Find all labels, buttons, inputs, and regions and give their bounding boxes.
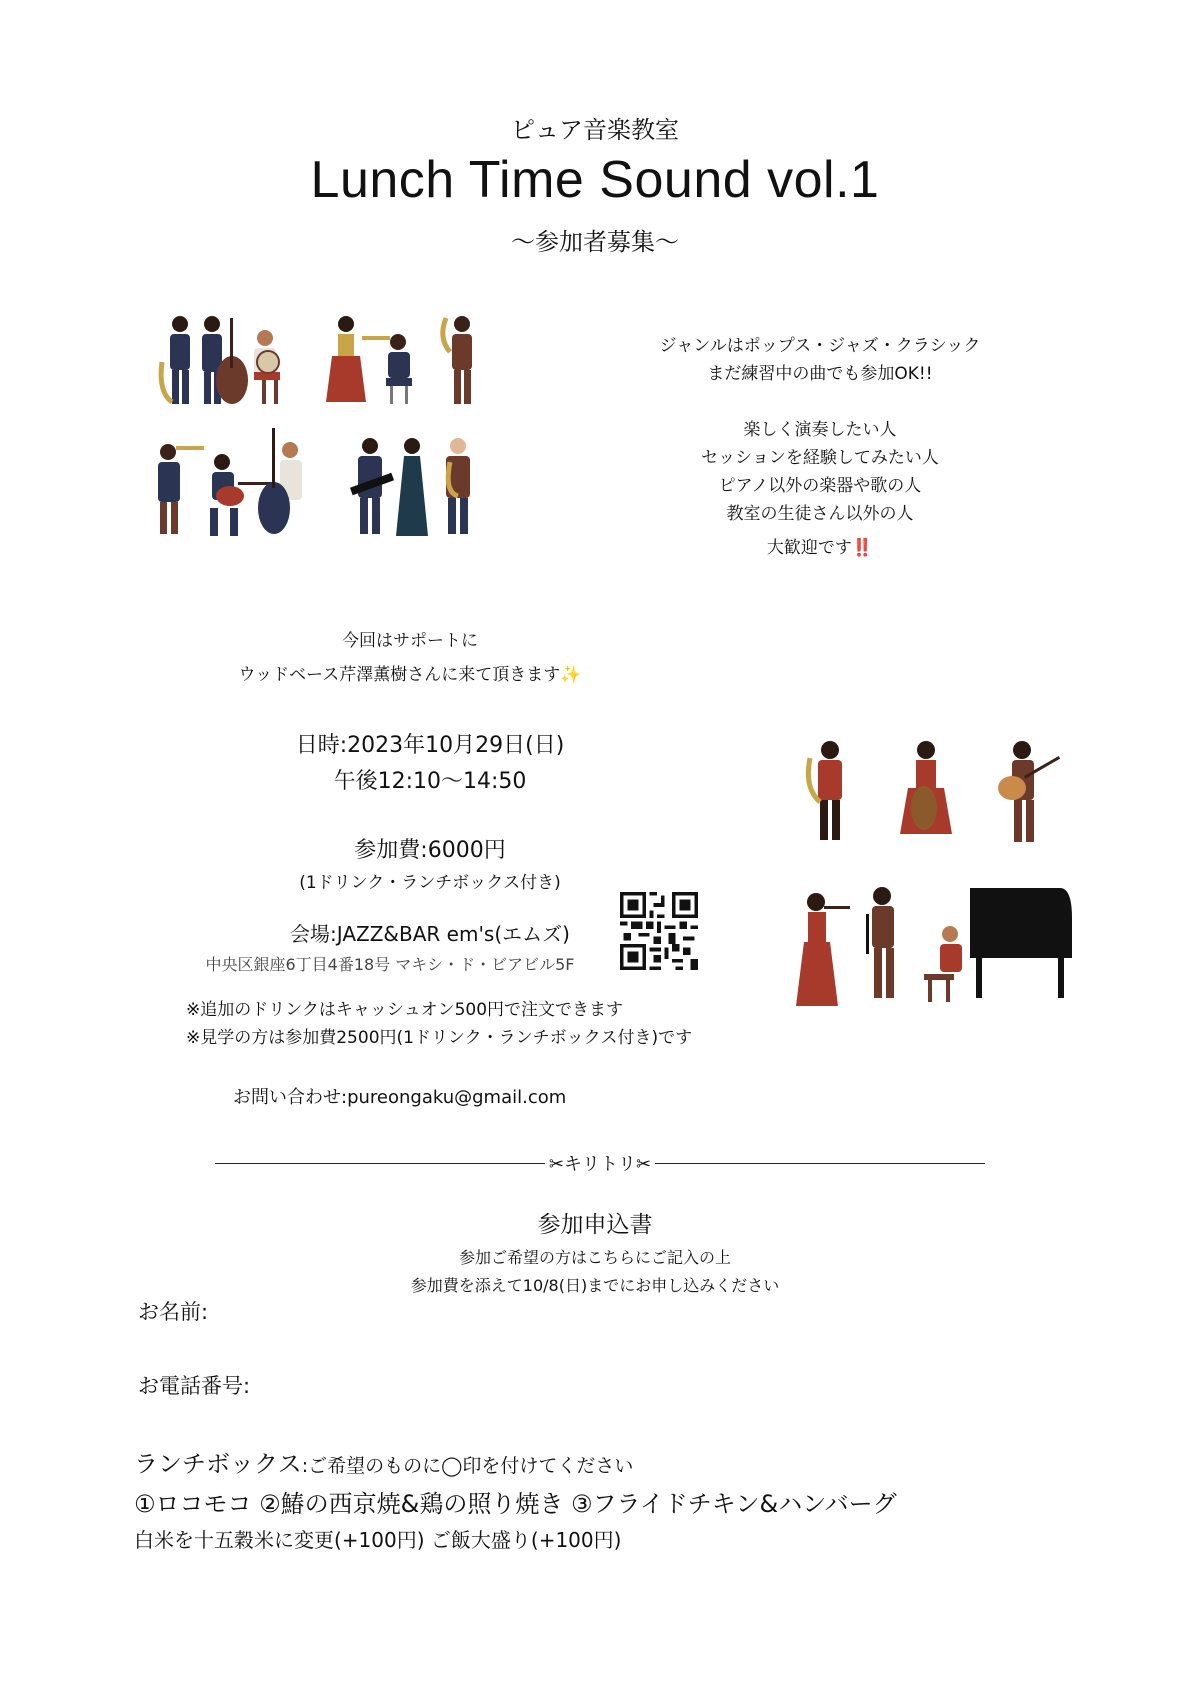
venue-address: 中央区銀座6丁目4番18号 マキシ・ド・ビアビル5F [205, 955, 575, 974]
musician-trumpet-standing-icon [158, 444, 204, 534]
event-title: Lunch Time Sound vol.1 [310, 151, 880, 209]
musician-trumpet-icon [362, 334, 412, 404]
form-desc-line: 参加費を添えて10/8(日)までにお申し込みください [410, 1276, 780, 1295]
jazz-band-illustration [150, 312, 530, 584]
note-line: ※追加のドリンクはキャッシュオン500円で注文できます [186, 1000, 624, 1020]
event-schedule [230, 728, 630, 800]
grand-piano-icon [924, 888, 1072, 1002]
intro-text [640, 332, 1000, 562]
intro-line: ピアノ以外の楽器や歌の人 [718, 476, 922, 496]
form-description [0, 1244, 1190, 1300]
musician-sax-standing-icon [443, 316, 472, 404]
musician-saxophone-icon [808, 741, 842, 840]
fee-note: (1ドリンク・ランチボックス付き) [299, 873, 561, 893]
intro-line: セッションを経験してみたい人 [701, 448, 939, 468]
intro-line: ジャンルはポップス・ジャズ・クラシック [659, 336, 981, 356]
name-field-label: お名前: [138, 1300, 209, 1324]
cut-line [215, 1150, 985, 1176]
qr-code-icon[interactable] [620, 892, 698, 970]
musician-saxophone-icon [161, 316, 190, 404]
musician-violin-woman-icon [326, 316, 366, 402]
note-line: ※見学の方は参加費2500円(1ドリンク・ランチボックス付き)です [186, 1028, 693, 1048]
musician-guitar-icon [998, 741, 1060, 842]
musician-double-bass-icon [258, 428, 302, 534]
event-date: 日時:2023年10月29日(日) [295, 733, 565, 758]
intro-line [640, 388, 1000, 416]
fee-amount: 参加費:6000円 [354, 838, 506, 863]
support-announcement [210, 624, 610, 692]
notes [186, 996, 692, 1052]
support-line: 今回はサポートに [342, 631, 478, 651]
school-name: ピュア音楽教室 [511, 116, 679, 144]
recruit-heading: 〜参加者募集〜 [511, 228, 679, 256]
musician-violin-icon [796, 893, 850, 1006]
cut-line-left [215, 1163, 545, 1164]
musician-sax-bald-icon [446, 438, 470, 534]
phone-field-label: お電話番号: [138, 1374, 251, 1398]
rice-options: 白米を十五穀米に変更(+100円) ご飯大盛り(+100円) [134, 1528, 622, 1552]
musician-cello-icon [900, 741, 952, 834]
lunchbox-options: ①ロコモコ ②鰆の西京焼&鶏の照り焼き ③フライドチキン&ハンバーグ [134, 1490, 897, 1518]
contact-email[interactable]: お問い合わせ:pureongaku@gmail.com [233, 1087, 567, 1108]
form-title: 参加申込書 [537, 1212, 653, 1238]
classical-musicians-illustration [790, 738, 1090, 1038]
cut-line-label: ✂︎キリトリ✂︎ [548, 1154, 652, 1175]
musician-banjo-icon [254, 330, 280, 404]
lunchbox-label [134, 1444, 633, 1479]
lunchbox-title: ランチボックス [134, 1450, 302, 1478]
cut-line-right [655, 1163, 985, 1164]
form-desc-line: 参加ご希望の方はこちらにご記入の上 [458, 1248, 731, 1267]
intro-line-welcome: 大歓迎です‼️ [766, 538, 874, 558]
intro-line: 教室の生徒さん以外の人 [726, 504, 914, 524]
intro-line: まだ練習中の曲でも参加OK!! [707, 364, 933, 384]
musician-keyboard-icon [350, 438, 394, 534]
venue-name: 会場:JAZZ&BAR em's(エムズ) [290, 922, 570, 946]
musician-singer-icon [396, 438, 428, 536]
event-time: 午後12:10〜14:50 [333, 769, 527, 794]
intro-line: 楽しく演奏したい人 [743, 420, 897, 440]
musician-bass-icon [202, 316, 248, 404]
musician-clarinet-icon [866, 887, 894, 998]
lunchbox-hint: :ご希望のものに◯印を付けてください [301, 1455, 634, 1477]
support-line: ウッドベース芹澤薫樹さんに来て頂きます✨ [238, 665, 582, 685]
